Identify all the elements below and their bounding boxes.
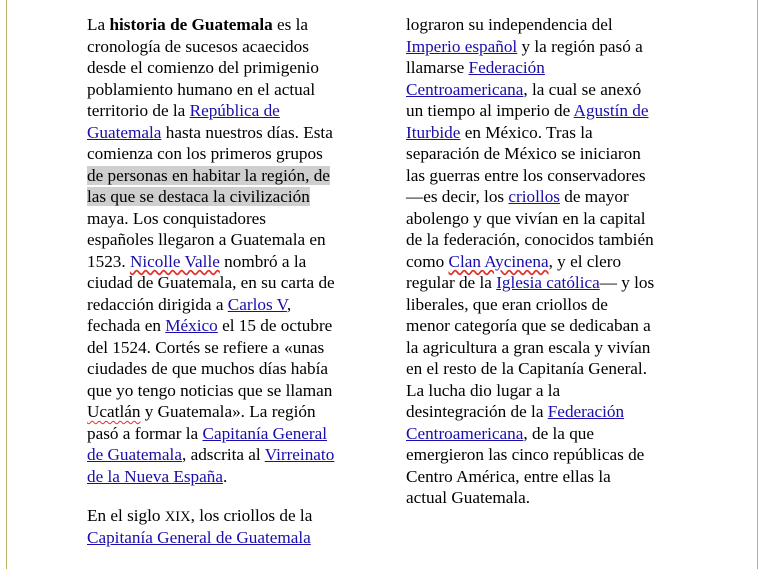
text-line <box>406 122 696 144</box>
link-federacion-centroamericana-2-cont[interactable]: Centroamericana <box>406 423 524 443</box>
text-run: fechada en <box>87 316 166 335</box>
text-line <box>87 122 367 144</box>
text-run: , adscrita al <box>181 445 265 464</box>
text-line <box>406 36 696 58</box>
link-capitania-general[interactable]: Capitanía General <box>202 423 328 443</box>
text-run: , los criollos de la <box>190 506 313 525</box>
link-agustin-de-iturbide-cont[interactable]: Iturbide <box>406 122 461 142</box>
link-virreinato-cont[interactable]: de la Nueva España <box>87 466 224 486</box>
text-line <box>87 186 367 208</box>
text-line <box>87 165 367 187</box>
link-carlos-v[interactable]: Carlos V <box>227 294 287 314</box>
text-line <box>87 466 367 488</box>
selected-text[interactable]: las que se destaca la civilización <box>87 187 310 206</box>
text-run: es la <box>272 15 309 34</box>
text-line <box>406 57 696 79</box>
text-line <box>87 423 367 445</box>
text-run: como <box>406 251 449 271</box>
text-line <box>406 423 696 445</box>
text-run: —es decir, los <box>406 187 509 206</box>
roman-numeral: XIX <box>164 509 191 525</box>
selected-text[interactable]: de personas en habitar la región, de <box>87 165 330 185</box>
link-iglesia-catolica[interactable]: Iglesia católica <box>496 273 600 292</box>
text-line: menor categoría que se dedicaban a <box>406 316 651 335</box>
text-line: Centro América, entre ellas la <box>406 466 611 486</box>
link-clan-aycinena[interactable]: Clan Aycinena <box>448 251 549 271</box>
text-line: actual Guatemala. <box>406 488 531 507</box>
text-line: la agricultura a gran escala y vivían <box>406 337 651 357</box>
text-line: ciudades de que muchos días había <box>87 359 329 378</box>
text-run: nombró a la <box>219 251 307 271</box>
text-line: las guerras entre los conservadores <box>406 165 646 185</box>
link-virreinato[interactable]: Virreinato <box>264 445 335 464</box>
link-federacion-centroamericana-cont[interactable]: Centroamericana <box>406 79 524 99</box>
text-line: de la federación, conocidos también <box>406 230 654 249</box>
link-nicolle-valle[interactable]: Nicolle Valle <box>129 251 220 271</box>
text-run: — y los <box>599 273 655 292</box>
link-imperio-espanol[interactable]: Imperio español <box>406 36 518 56</box>
text-line: que yo tengo noticias que se llaman <box>87 380 333 400</box>
bold-term: historia de Guatemala <box>109 15 273 34</box>
text-run: pasó a formar la <box>87 423 203 443</box>
text-run: , la cual se anexó <box>523 79 642 99</box>
text-line <box>87 100 367 122</box>
text-line <box>87 294 367 316</box>
text-run: desintegración de la <box>406 402 548 421</box>
text-run: territorio de la <box>87 101 190 120</box>
text-run: En el siglo <box>87 506 165 525</box>
text-line <box>87 444 367 466</box>
text-run: de mayor <box>559 187 629 206</box>
text-line: ciudad de Guatemala, en su carta de <box>87 273 335 292</box>
text-line: del 1524. Cortés se refiere a «unas <box>87 337 325 357</box>
text-run: el 15 de octubre <box>217 316 333 335</box>
link-republica-de-guatemala[interactable]: República de <box>189 101 280 120</box>
text-line <box>87 14 367 36</box>
text-run: redacción dirigida a <box>87 294 228 314</box>
page-left-border <box>6 0 7 569</box>
text-line <box>87 505 367 527</box>
text-line <box>406 79 696 101</box>
text-run: , <box>286 294 292 314</box>
text-line: en el resto de la Capitanía General. <box>406 359 647 378</box>
text-line <box>406 251 696 273</box>
text-line: comienza con los primeros grupos <box>87 144 323 163</box>
link-agustin-de-iturbide[interactable]: Agustín de <box>573 101 649 120</box>
text-line: lograron su independencia del <box>406 15 613 34</box>
text-line: La lucha dio lugar a la <box>406 380 561 400</box>
link-capitania-general-2[interactable]: Capitanía General de Guatemala <box>87 527 311 547</box>
paragraph-gap <box>87 487 367 505</box>
text-run: un tiempo al imperio de <box>406 101 574 120</box>
text-run: La <box>87 15 110 34</box>
text-run: 1523. <box>87 251 130 271</box>
text-line <box>406 186 696 208</box>
text-line <box>87 401 367 423</box>
text-line: abolengo y que vivían en la capital <box>406 208 646 228</box>
text-line <box>406 401 696 423</box>
text-run: , y el clero <box>548 251 622 271</box>
text-run: , de la que <box>523 423 595 443</box>
text-line: desde el comienzo del primigenio <box>87 58 319 77</box>
text-line <box>87 527 367 549</box>
link-criollos[interactable]: criollos <box>508 187 560 206</box>
text-line: cronología de sucesos acaecidos <box>87 36 309 56</box>
text-run: . <box>223 466 228 486</box>
text-run: regular de la <box>406 273 497 292</box>
text-line <box>406 272 696 294</box>
text-run: hasta nuestros días. Esta <box>161 122 333 142</box>
text-run: llamarse <box>406 58 469 77</box>
link-mexico[interactable]: México <box>165 316 218 335</box>
text-run: y Guatemala». La región <box>140 402 316 421</box>
misspelled-word[interactable]: Ucatlán <box>87 402 141 421</box>
text-line: poblamiento humano en el actual <box>87 79 316 99</box>
text-line <box>87 251 367 273</box>
link-republica-de-guatemala-cont[interactable]: Guatemala <box>87 122 162 142</box>
text-column-left <box>87 14 367 548</box>
text-line: emergieron las cinco repúblicas de <box>406 445 645 464</box>
text-line: maya. Los conquistadores <box>87 208 266 228</box>
link-federacion-centroamericana-2[interactable]: Federación <box>547 402 625 421</box>
text-column-right <box>406 14 696 509</box>
page-right-border <box>757 0 758 569</box>
link-federacion-centroamericana[interactable]: Federación <box>468 58 545 77</box>
text-line: españoles llegaron a Guatemala en <box>87 230 326 249</box>
text-line <box>87 315 367 337</box>
text-run: y la región pasó a <box>517 36 643 56</box>
text-line <box>406 100 696 122</box>
link-capitania-general-cont[interactable]: de Guatemala <box>87 445 182 464</box>
text-line: separación de México se iniciaron <box>406 144 641 163</box>
text-line: liberales, que eran criollos de <box>406 294 608 314</box>
text-run: en México. Tras la <box>460 122 593 142</box>
